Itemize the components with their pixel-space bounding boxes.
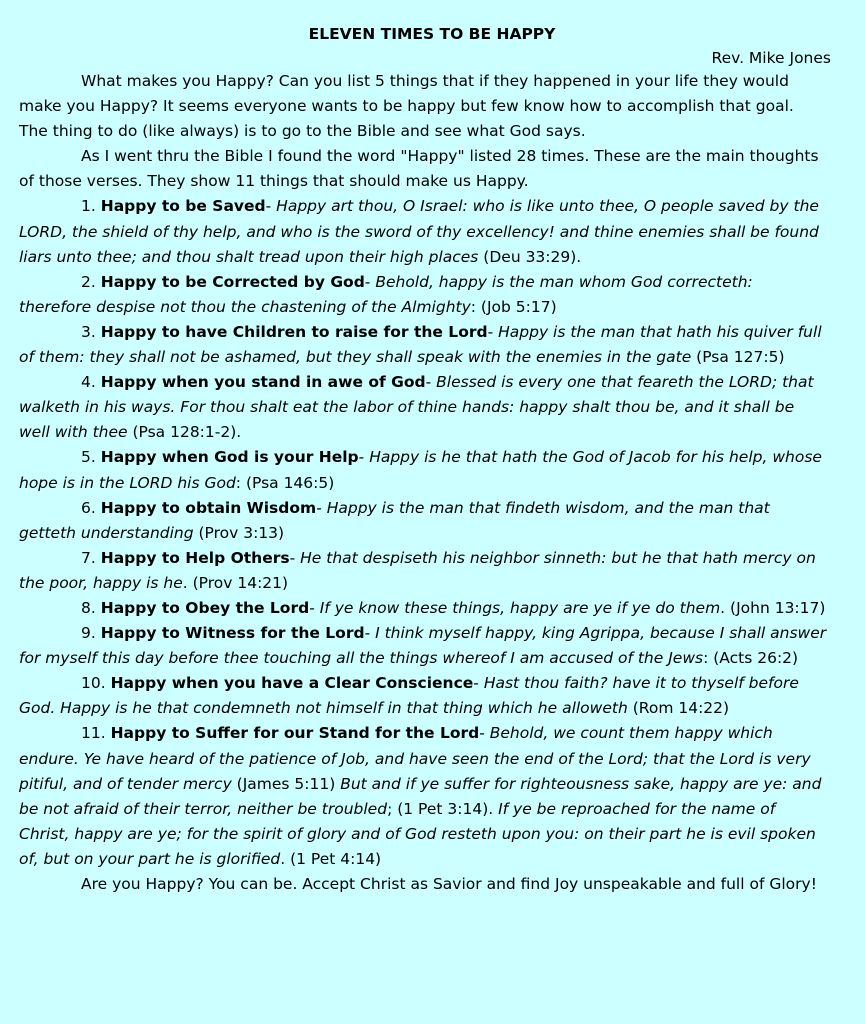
scripture-quote: Happy is the man that hath his quiver full of them: they shall not be ashamed, but they shall speak with the enemies in the gate <box>19 322 822 367</box>
item-number: 5. <box>81 448 101 467</box>
item-dash: - <box>364 624 376 643</box>
scripture-quote: Happy is he that hath the God of Jacob for his help, whose hope is in the LORD his God <box>19 448 822 492</box>
item-dash: - <box>358 448 370 467</box>
item-heading: Happy when God is your Help <box>100 448 359 467</box>
item-dash: - <box>425 373 437 392</box>
scripture-quote: I think myself happy, king Agrippa, because I shall answer for myself this day before thee touching all the things whereof I am accused of the Jews <box>19 624 827 668</box>
scripture-reference: : (Acts 26:2) <box>703 649 799 668</box>
intro-paragraph: What makes you Happy? Can you list 5 things that if they happened in your life they would make you Happy? It seems everyone wants to be happy but few know how to accomplish that goal. The thing to do (like always) is to go to the Bible and see what God says. <box>19 72 794 141</box>
author-line: Rev. Mike Jones <box>711 49 831 67</box>
scripture-reference: ; (1 Pet 3:14). <box>387 799 499 818</box>
item-heading: Happy to Suffer for our Stand for the Lord <box>110 724 480 743</box>
list-item <box>19 270 827 320</box>
intro-paragraph: As I went thru the Bible I found the word "Happy" listed 28 times. These are the main thoughts of those verses. They show 11 things that should make us Happy. <box>19 147 819 191</box>
scripture-quote: Happy is the man that findeth wisdom, and the man that getteth understanding <box>19 498 770 542</box>
scripture-reference: . (John 13:17) <box>720 598 826 617</box>
item-number: 4. <box>81 373 101 392</box>
list-item <box>19 370 827 445</box>
scripture-reference: (Psa 127:5) <box>691 348 785 367</box>
item-number: 6. <box>81 498 101 517</box>
item-heading: Happy to Help Others <box>100 548 290 567</box>
item-number: 8. <box>81 598 101 617</box>
list-item <box>19 671 827 721</box>
item-number: 2. <box>81 272 101 291</box>
closing-paragraph: Are you Happy? You can be. Accept Christ as Savior and find Joy unspeakable and full of Glory! <box>81 875 817 893</box>
list-item <box>19 546 827 596</box>
document-title: ELEVEN TIMES TO BE HAPPY <box>308 25 556 43</box>
scripture-reference: (Rom 14:22) <box>627 699 730 718</box>
scripture-quote: If ye know these things, happy are ye if ye do them <box>319 598 721 617</box>
scripture-reference: . (1 Pet 4:14) <box>280 849 382 868</box>
item-number: 11. <box>81 724 111 743</box>
item-number: 7. <box>81 548 101 567</box>
scripture-quote: He that despiseth his neighbor sinneth: but he that hath mercy on the poor, happy is he <box>19 548 816 592</box>
item-number: 10. <box>81 674 111 693</box>
list-item <box>19 194 827 269</box>
item-dash: - <box>364 272 376 291</box>
scripture-reference: (Deu 33:29). <box>478 247 582 266</box>
item-dash: - <box>473 674 484 693</box>
scripture-quote: But and if ye suffer for righteousness sake, happy are ye: and be not afraid of their terror, neither be troubled <box>19 774 822 818</box>
item-heading: Happy to have Children to raise for the Lord <box>100 322 488 341</box>
item-heading: Happy when you stand in awe of God <box>100 373 426 392</box>
item-heading: Happy to obtain Wisdom <box>100 498 317 517</box>
scripture-reference: : (Psa 146:5) <box>235 473 335 492</box>
list-item <box>19 320 827 370</box>
item-heading: Happy to be Saved <box>100 197 266 216</box>
scripture-reference: : (Job 5:17) <box>470 297 557 316</box>
item-number: 9. <box>81 624 101 643</box>
scripture-quote: Behold, we count them happy which endure. Ye have heard of the patience of Job, and have seen the end of the Lord; that the Lord is very pitiful, and of tender mercy <box>19 724 811 793</box>
item-heading: Happy to Obey the Lord <box>100 598 310 617</box>
item-dash: - <box>309 598 320 617</box>
list-item <box>19 596 827 621</box>
list-item <box>19 496 827 546</box>
scripture-reference: (James 5:11) <box>231 774 341 793</box>
item-dash: - <box>316 498 327 517</box>
scripture-quote: Hast thou faith? have it to thyself before God. Happy is he that condemneth not himself in that thing which he alloweth <box>19 674 799 718</box>
scripture-reference: (Prov 3:13) <box>193 523 285 542</box>
item-dash: - <box>265 197 277 216</box>
scripture-quote: Blessed is every one that feareth the LORD; that walketh in his ways. For thou shalt eat the labor of thine hands: happy shalt thou be, and it shall be well with thee <box>19 373 814 442</box>
item-number: 3. <box>81 322 101 341</box>
scripture-reference: (Psa 128:1-2). <box>127 423 242 442</box>
list-item <box>19 445 827 495</box>
scripture-reference: . (Prov 14:21) <box>182 573 289 592</box>
item-number: 1. <box>81 197 101 216</box>
item-dash: - <box>479 724 490 743</box>
scripture-quote: If ye be reproached for the name of Christ, happy are ye; for the spirit of glory and of God resteth upon you: on their part he is evil spoken of, but on your part he is glorified <box>19 799 816 868</box>
scripture-quote: Behold, happy is the man whom God correcteth: therefore despise not thou the chastening of the Almighty <box>19 272 753 316</box>
list-item <box>19 721 827 872</box>
item-dash: - <box>289 548 301 567</box>
item-heading: Happy to Witness for the Lord <box>100 624 365 643</box>
item-dash: - <box>487 322 499 341</box>
list-item <box>19 621 827 671</box>
scripture-quote: Happy art thou, O Israel: who is like unto thee, O people saved by the LORD, the shield of thy help, and who is the sword of thy excellency! and thine enemies shall be found liars unto thee; and thou shalt tread upon their high places <box>19 197 819 266</box>
item-heading: Happy to be Corrected by God <box>100 272 365 291</box>
item-heading: Happy when you have a Clear Conscience <box>110 674 474 693</box>
